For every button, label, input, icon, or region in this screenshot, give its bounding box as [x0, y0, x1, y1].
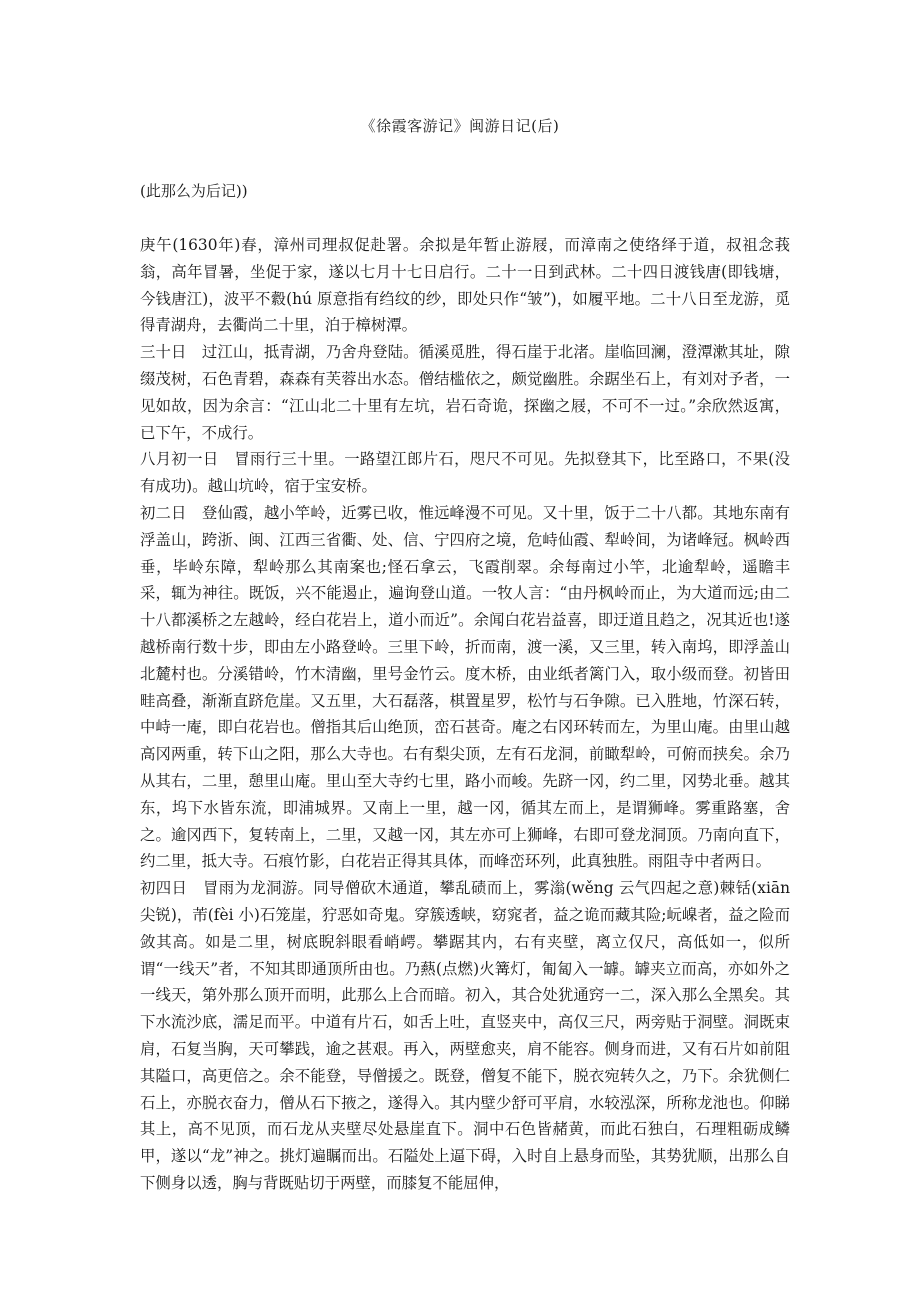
document-title: 《徐霞客游记》闽游日记(后)	[360, 117, 560, 135]
paragraph: 三十日 过江山，抵青湖，乃舍舟登陆。循溪觅胜，得石崖于北渚。崖临回澜，澄潭漱其址，隙缀茂树，石色青碧，森森有芙蓉出水态。僧结槛依之，颇觉幽胜。余踞坐石上，有刘对予者，一见如故，因为余言：“江山北二十里有左坑，岩石奇诡，探幽之屐，不可不一过。”余欣然返寓，已下午，不成行。	[140, 343, 790, 442]
paragraph: 初二日 登仙霞，越小竿岭，近雾已收，惟远峰漫不可见。又十里，饭于二十八都。其地东南有浮盖山，跨浙、闽、江西三省衢、处、信、宁四府之境，危峙仙霞、犁岭间，为诸峰冠。枫岭西垂，毕岭东障，犁岭那么其南案也;怪石拿云，飞霞削翠。余每南过小竿，北逾犁岭，遥瞻丰采，辄为神往。既饭，兴不能遏止，遍询登山道。一牧人言：“由丹枫岭而止，为大道而远;由二十八都溪桥之左越岭，经白花岩上，道小而近”。余闻白花岩益喜，即迂道且趋之，况其近也!遂越桥南行数十步，即由左小路登岭。三里下岭，折而南，渡一溪，又三里，转入南坞，即浮盖山北麓村也。分溪错岭，竹木清幽，里号金竹云。度木桥，由业纸者篱门入，取小级而登。初皆田畦高叠，渐渐直跻危崖。又五里，大石磊落，棋置星罗，松竹与石争隙。已入胜地，竹深石转，中峙一庵，即白花岩也。僧指其后山绝顶，峦石甚奇。庵之右冈环转而左，为里山庵。由里山越高冈两重，转下山之阳，那么大寺也。右有梨尖顶，左有石龙洞，前瞰犁岭，可俯而挟矣。余乃从其右，二里，憩里山庵。里山至大寺约七里，路小而峻。先跻一冈，约二里，冈势北垂。越其东，坞下水皆东流，即浦城界。又南上一里，越一冈，循其左而上，是谓狮峰。雾重路塞，舍之。逾冈西下，复转南上，二里，又越一冈，其左亦可上狮峰，右即可登龙洞顶。乃南向直下，约二里，抵大寺。石痕竹影，白花岩正得其具体，而峰峦环列，此真独胜。雨阻寺中者两日。	[140, 503, 790, 871]
document-body	[140, 232, 790, 1197]
paragraph: 八月初一日 冒雨行三十里。一路望江郎片石，咫尺不可见。先拟登其下，比至路口，不果(没有成功)。越山坑岭，宿于宝安桥。	[140, 450, 790, 496]
document-note: (此那么为后记))	[140, 182, 248, 200]
paragraph: 初四日 冒雨为龙洞游。同导僧砍木通道，攀乱碛而上，雾滃(wěng 云气四起之意)棘铦(xiān 尖锐)，芾(fèi 小)石笼崖，狞恶如奇鬼。穿簇透峡，窈窕者，益之诡而藏其险;岏嵲者，益之险而敛其高。如是二里，树底睨斜眼看峭崿。攀踞其内，右有夹壁，离立仅尺，高低如一，似所谓“一线天”者，不知其即通顶所由也。乃爇(点燃)火篝灯，匍匐入一罅。罅夹立而高，亦如外之一线天，第外那么顶开而明，此那么上合而暗。初入，其合处犹通窍一二，深入那么全黑矣。其下水流沙底，濡足而平。中道有片石，如舌上吐，直竖夹中，高仅三尺，两旁贴于洞壁。洞既束肩，石复当胸，天可攀践，逾之甚艰。再入，两壁愈夹，肩不能容。侧身而进，又有石片如前阻其隘口，高更倍之。余不能登，导僧援之。既登，僧复不能下，脱衣宛转久之，乃下。余犹侧仁石上，亦脱衣奋力，僧从石下掖之，遂得入。其内壁少舒可平肩，水较泓深，所称龙池也。仰睇其上，高不见顶，而石龙从夹壁尽处悬崖直下。洞中石色皆赭黄，而此石独白，石理粗砺成鳞甲，遂以“龙”神之。挑灯遍瞩而出。石隘处上逼下碍，入时自上悬身而坠，其势犹顺，出那么自下侧身以透，胸与背既贴切于两壁，而膝复不能屈伸，	[140, 879, 790, 1192]
paragraph: 庚午(1630年)春，漳州司理叔促赴署。余拟是年暂止游屐，而漳南之使络绎于道，叔祖念莪翁，高年冒暑，坐促于家，遂以七月十七日启行。二十一日到武林。二十四日渡钱唐(即钱塘，今钱唐江)，波平不縠(hú 原意指有绉纹的纱，即处只作“皱”)，如履平地。二十八日至龙游，觅得青湖舟，去衢尚二十里，泊于樟树潭。	[140, 236, 790, 335]
